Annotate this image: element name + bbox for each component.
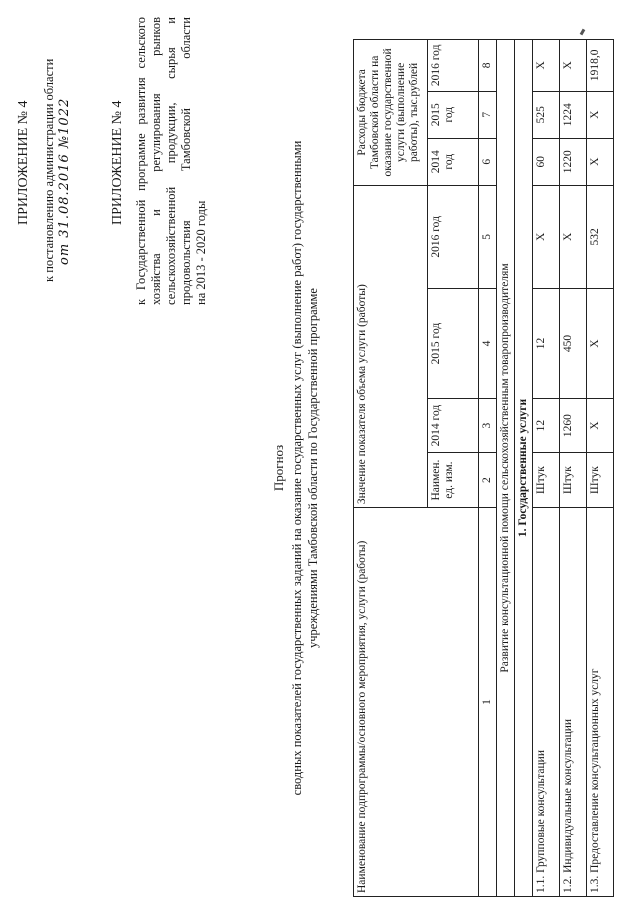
subprogram-title: Развитие консультационной помощи сельскохозяйственным товаропроизводителям (497, 40, 515, 897)
row-cost-2016: 1918,0 (587, 40, 614, 92)
table-row (587, 40, 614, 897)
header-cost-2015: 2015 год (427, 91, 478, 138)
program-line-1: к Государственной программе развития сельского (134, 17, 148, 305)
header-year-2014: 2014 год (427, 399, 478, 453)
header-year-2016: 2016 год (427, 185, 478, 288)
row-cost-2015: 525 (533, 91, 560, 138)
col-number-7: 7 (479, 91, 497, 138)
row-value-2016: 532 (587, 185, 614, 288)
col-number-6: 6 (479, 138, 497, 185)
row-value-2015: 12 (533, 288, 560, 398)
document-subtitle-line-1: сводных показателей государственных заданий на оказание государственных услуг (выполнение работ) государственными (290, 140, 304, 796)
row-unit: Штук (533, 453, 560, 508)
col-number-3: 3 (479, 399, 497, 453)
section-title: 1. Государственные услуги (515, 40, 533, 897)
program-reference (134, 17, 209, 305)
row-cost-2014: 1220 (560, 138, 587, 185)
table-row (533, 40, 560, 897)
row-value-2014: 1260 (560, 399, 587, 453)
header-name-cell (354, 508, 479, 897)
col-number-1: 1 (479, 508, 497, 897)
col-number-2: 2 (479, 453, 497, 508)
row-name: 1.3. Предоставление консультационных услуг (587, 508, 614, 897)
row-unit: Штук (587, 453, 614, 508)
header-volume-label: Значение показателя объема услуги (работы) (356, 284, 368, 505)
handwritten-date: от 31.08.2016 №1022 (57, 97, 72, 265)
row-value-2014: 12 (533, 399, 560, 453)
program-line-2: хозяйства и регулирования рынков (149, 17, 163, 305)
row-cost-2015: 1224 (560, 91, 587, 138)
header-costs-label: Расходы бюджета Тамбовской области на оказание государственной услуги (выполнение работы), тыс.рублей (356, 48, 420, 177)
header-unit: Наимен. ед. изм. (427, 453, 478, 508)
row-cost-2016: Х (533, 40, 560, 92)
row-cost-2014: Х (587, 138, 614, 185)
row-name: 1.1. Групповые консультации (533, 508, 560, 897)
program-line-3: сельскохозяйственной продукции, сырья и (164, 17, 178, 305)
row-value-2014: Х (587, 399, 614, 453)
row-value-2016: Х (560, 185, 587, 288)
row-value-2016: Х (533, 185, 560, 288)
col-number-5: 5 (479, 185, 497, 288)
row-value-2015: 450 (560, 288, 587, 398)
document-title: Прогноз (271, 444, 286, 492)
scanned-document (8, 7, 633, 897)
row-value-2015: Х (587, 288, 614, 398)
row-cost-2015: Х (587, 91, 614, 138)
program-line-5: на 2013 - 2020 годы (194, 200, 208, 305)
header-costs-group (354, 40, 428, 186)
document-subtitle-line-2: учреждениями Тамбовской области по Государственной программе (306, 288, 320, 648)
header-cost-2016: 2016 год (427, 40, 478, 92)
program-line-4: продовольствия Тамбовской области (179, 17, 193, 305)
row-cost-2014: 60 (533, 138, 560, 185)
decree-line: к постановлению администрации области (42, 58, 56, 282)
appendix-title-2: ПРИЛОЖЕНИЕ № 4 (110, 100, 125, 225)
subprogram-row (497, 40, 515, 897)
col-number-8: 8 (479, 40, 497, 92)
table-number-row (479, 40, 497, 897)
header-name-label: Наименование подпрограммы/основного мероприятия, услуги (работы) (356, 540, 368, 893)
header-volume-group (354, 185, 428, 507)
row-name: 1.2. Индивидуальные консультации (560, 508, 587, 897)
table-header-row-1 (354, 40, 428, 897)
table-row (560, 40, 587, 897)
row-cost-2016: Х (560, 40, 587, 92)
col-number-4: 4 (479, 288, 497, 398)
section-row (515, 40, 533, 897)
row-unit: Штук (560, 453, 587, 508)
header-year-2015: 2015 год (427, 288, 478, 398)
appendix-title: ПРИЛОЖЕНИЕ № 4 (16, 100, 31, 225)
forecast-table (353, 39, 614, 897)
header-cost-2014: 2014 год (427, 138, 478, 185)
